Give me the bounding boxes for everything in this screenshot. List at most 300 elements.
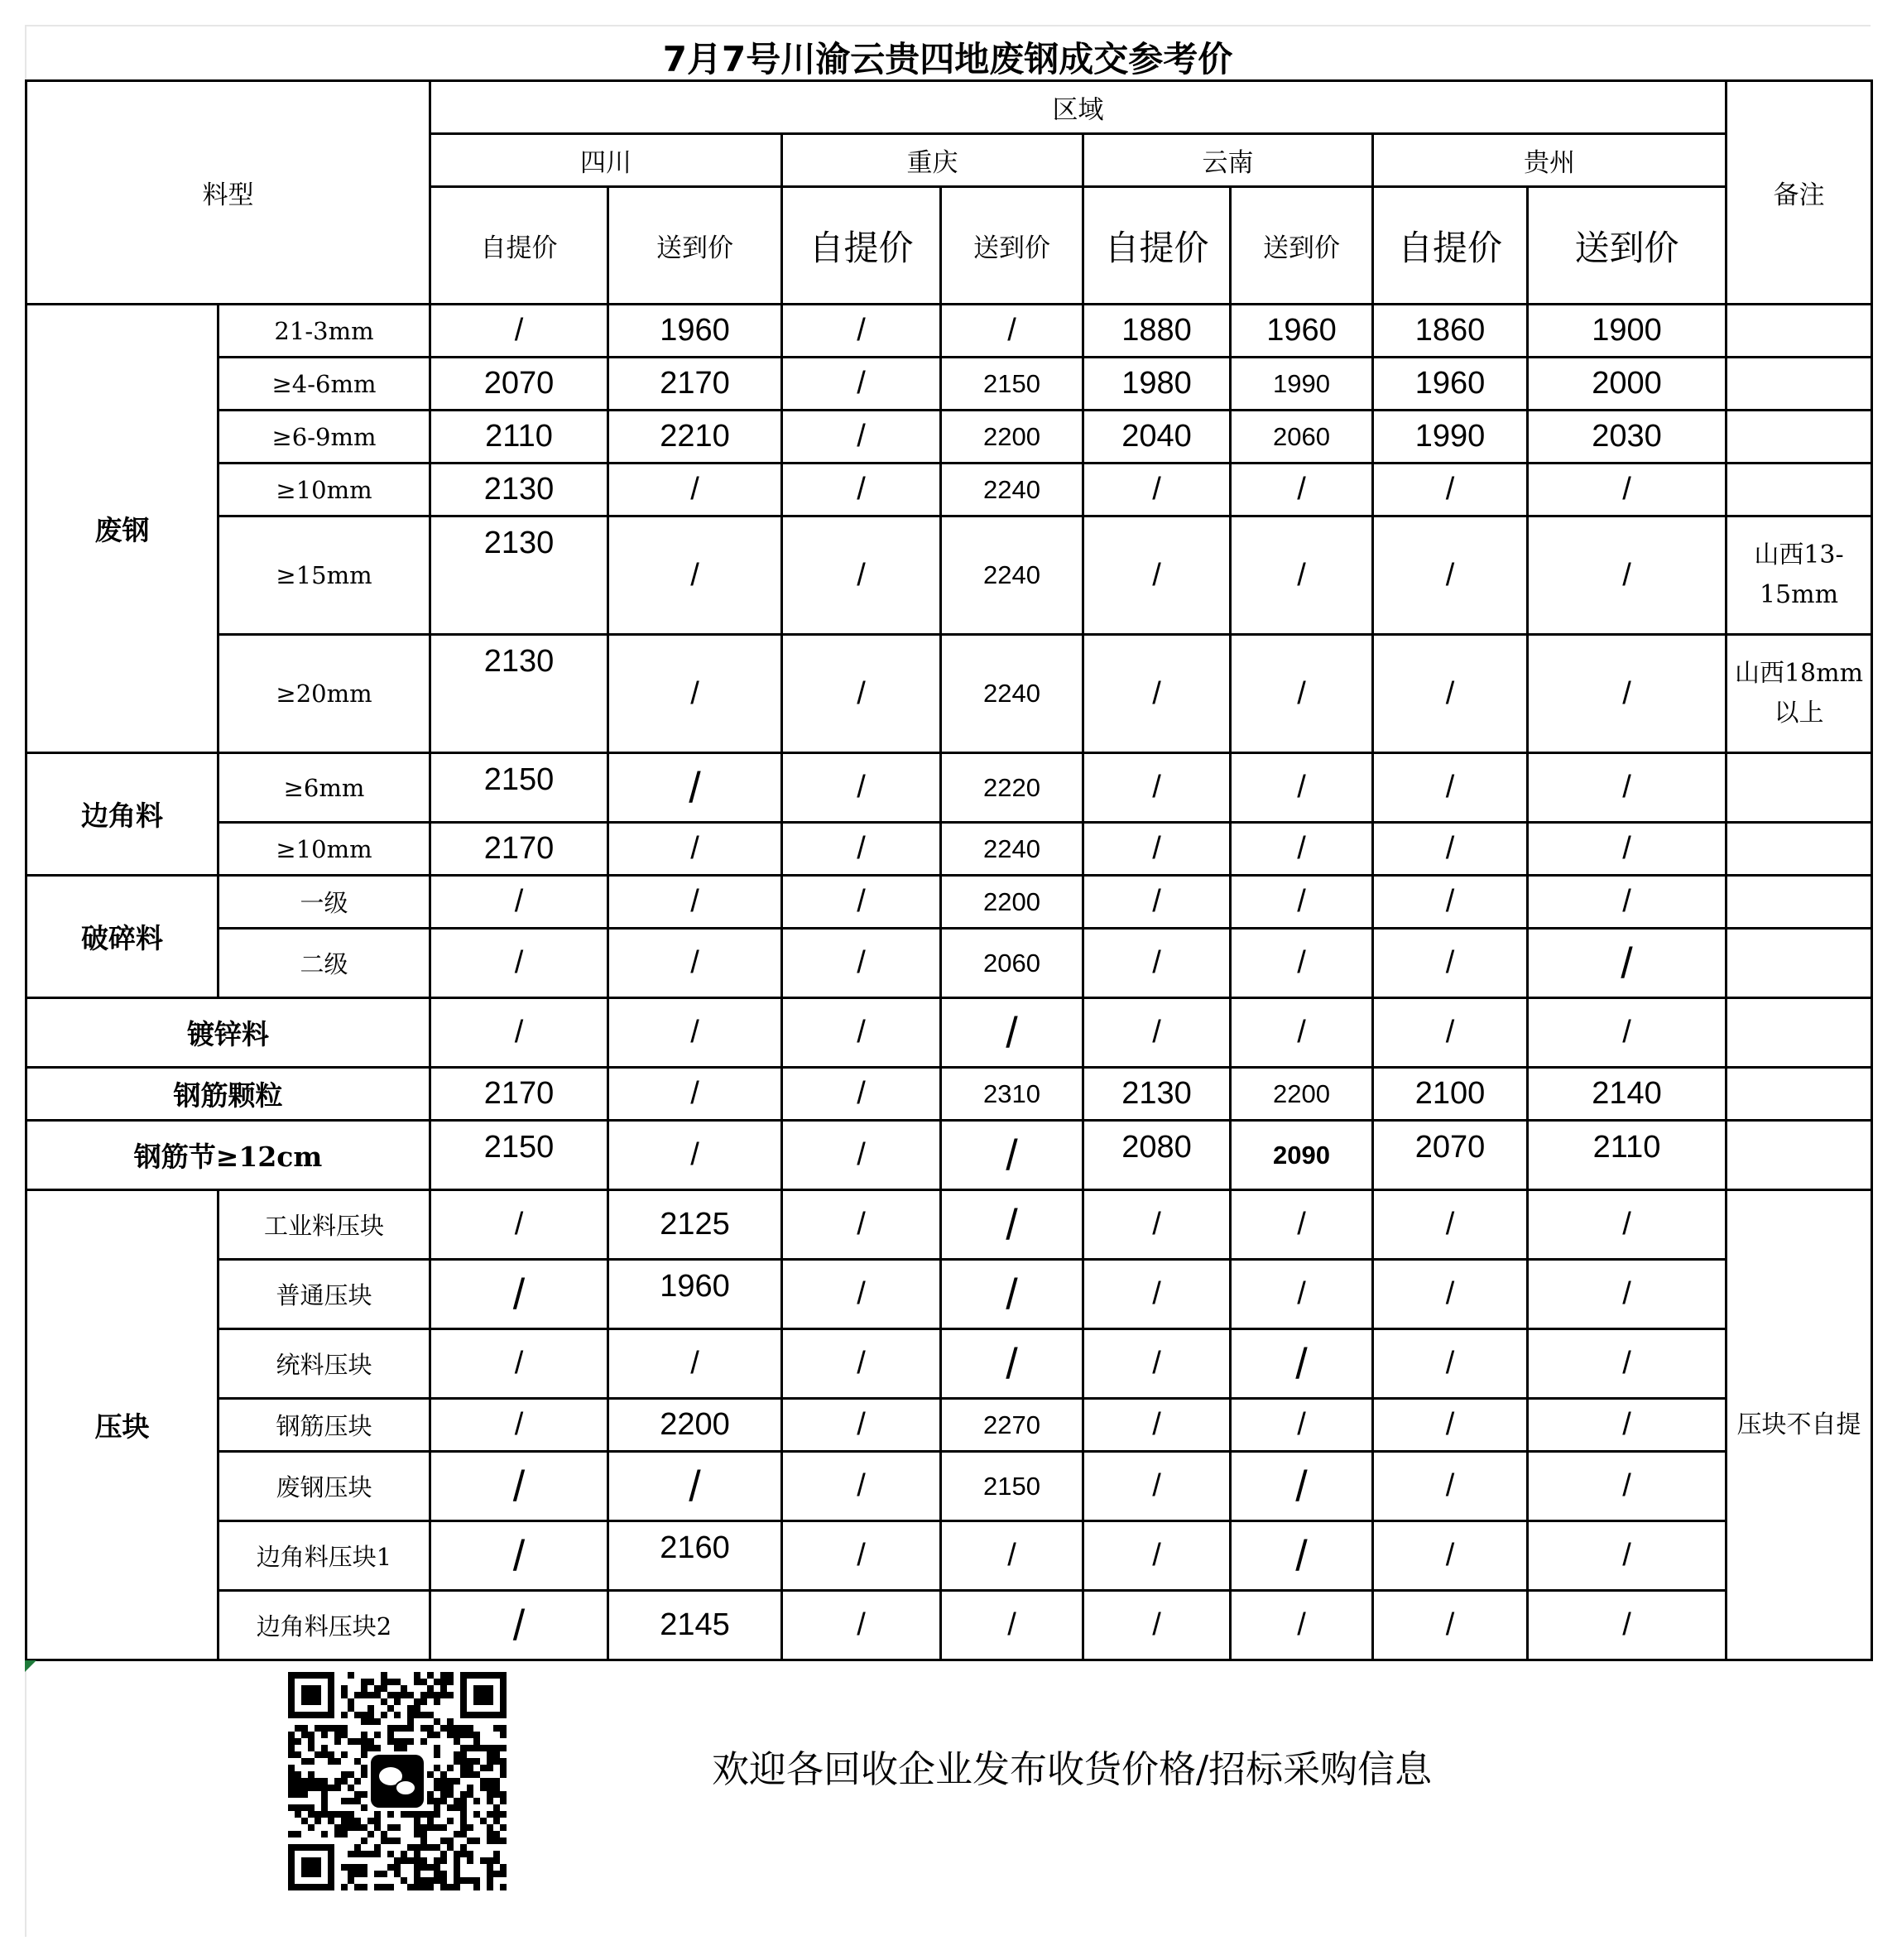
qr-module (381, 1685, 387, 1692)
sichuan-self-pickup-header: 自提价 (430, 187, 608, 305)
qr-module (341, 1864, 348, 1871)
qr-module (288, 1778, 295, 1785)
price-cell: 2160 (608, 1521, 782, 1591)
province-sichuan: 四川 (430, 134, 782, 187)
qr-module (328, 1751, 334, 1758)
qr-module (361, 1685, 367, 1692)
qr-module (361, 1679, 367, 1685)
remark-cell (1727, 876, 1872, 929)
category-rebar-sections: 钢筋节≥12cm (26, 1121, 430, 1190)
qr-module (394, 1712, 401, 1718)
qr-module (295, 1751, 301, 1758)
qr-module (361, 1738, 367, 1745)
price-cell: / (430, 929, 608, 998)
price-cell: 1990 (1231, 358, 1373, 411)
qr-module (440, 1725, 447, 1732)
qr-module (427, 1692, 434, 1698)
qr-module (308, 1745, 315, 1751)
price-cell: 2140 (1528, 1068, 1727, 1121)
qr-module (315, 1725, 321, 1732)
qr-module (440, 1851, 447, 1857)
qr-module (414, 1884, 420, 1890)
price-cell: 2150 (430, 753, 608, 823)
price-cell: / (1373, 1399, 1528, 1452)
qr-module (440, 1679, 447, 1685)
qr-module (407, 1692, 414, 1698)
qr-module (288, 1732, 295, 1738)
price-cell: / (608, 753, 782, 823)
price-cell: / (941, 305, 1083, 358)
qr-module (487, 1857, 493, 1864)
qr-module (295, 1831, 301, 1838)
qr-module (288, 1771, 295, 1778)
qr-module (394, 1838, 401, 1844)
price-cell: 2070 (430, 358, 608, 411)
price-cell: / (782, 516, 941, 635)
remark-cell: 山西18mm以上 (1727, 635, 1872, 753)
price-cell: / (608, 998, 782, 1068)
qr-module (440, 1692, 447, 1698)
price-cell: / (1083, 464, 1231, 516)
qr-module (374, 1745, 381, 1751)
qr-module (387, 1851, 394, 1857)
qr-module (454, 1884, 460, 1890)
qr-module (460, 1877, 467, 1884)
qr-module (407, 1718, 414, 1725)
material-type-header: 料型 (26, 81, 430, 305)
qr-module (295, 1804, 301, 1811)
qr-module (301, 1791, 308, 1798)
price-cell: / (430, 1190, 608, 1260)
qr-module (414, 1705, 420, 1712)
qr-module (367, 1745, 374, 1751)
remark-cell (1727, 305, 1872, 358)
price-cell: / (782, 1591, 941, 1660)
qr-module (308, 1785, 315, 1791)
qr-module (460, 1818, 467, 1824)
qr-module (500, 1798, 507, 1804)
price-cell: 1960 (1231, 305, 1373, 358)
price-cell: / (1373, 998, 1528, 1068)
qr-module (487, 1758, 493, 1765)
qr-module (460, 1765, 467, 1771)
qr-module (308, 1758, 315, 1765)
qr-module (321, 1732, 328, 1738)
price-cell: / (1231, 929, 1373, 998)
qr-module (500, 1884, 507, 1890)
qr-module (493, 1725, 500, 1732)
price-cell: / (430, 1521, 608, 1591)
price-cell: 1960 (1373, 358, 1528, 411)
qr-module (493, 1851, 500, 1857)
wechat-qr-code[interactable] (288, 1672, 507, 1890)
guizhou-delivered-header: 送到价 (1528, 187, 1727, 305)
qr-module (467, 1725, 473, 1732)
qr-module (394, 1725, 401, 1732)
price-cell: / (782, 876, 941, 929)
price-cell: / (1528, 823, 1727, 876)
category-briquettes: 压块 (26, 1190, 219, 1660)
price-cell: 2030 (1528, 411, 1727, 464)
qr-module (374, 1732, 381, 1738)
price-cell: / (430, 1452, 608, 1521)
qr-module (420, 1679, 427, 1685)
price-cell: / (1231, 1591, 1373, 1660)
qr-module (315, 1785, 321, 1791)
qr-module (434, 1745, 440, 1751)
category-shredded: 破碎料 (26, 876, 219, 998)
qr-module (414, 1698, 420, 1705)
price-cell: / (1231, 516, 1373, 635)
qr-module (328, 1818, 334, 1824)
price-cell: / (1083, 635, 1231, 753)
price-cell: / (1528, 516, 1727, 635)
qr-module (341, 1831, 348, 1838)
qr-module (387, 1732, 394, 1738)
qr-module (341, 1751, 348, 1758)
qr-module (401, 1857, 407, 1864)
wechat-bubble-small (396, 1780, 415, 1795)
qr-module (500, 1765, 507, 1771)
qr-module (427, 1672, 434, 1679)
price-cell: / (941, 1591, 1083, 1660)
qr-module (434, 1811, 440, 1818)
qr-module (420, 1877, 427, 1884)
qr-module (460, 1791, 467, 1798)
price-cell: / (1083, 1452, 1231, 1521)
qr-module (387, 1725, 394, 1732)
qr-module (361, 1838, 367, 1844)
qr-module (440, 1672, 447, 1679)
qr-module (487, 1745, 493, 1751)
remark-cell (1727, 464, 1872, 516)
qr-module (341, 1712, 348, 1718)
qr-module (361, 1692, 367, 1698)
chongqing-delivered-header: 送到价 (941, 187, 1083, 305)
qr-module (348, 1824, 354, 1831)
qr-module (348, 1818, 354, 1824)
price-cell: 2150 (941, 1452, 1083, 1521)
qr-module (487, 1785, 493, 1791)
qr-module (500, 1791, 507, 1798)
qr-module (334, 1732, 341, 1738)
qr-module (367, 1738, 374, 1745)
qr-module (288, 1745, 295, 1751)
price-cell: / (1083, 876, 1231, 929)
qr-module (480, 1818, 487, 1824)
qr-module (381, 1884, 387, 1890)
qr-module (354, 1692, 361, 1698)
qr-module (348, 1871, 354, 1877)
qr-module (348, 1785, 354, 1791)
province-guizhou: 贵州 (1373, 134, 1727, 187)
qr-module (381, 1712, 387, 1718)
qr-module (341, 1811, 348, 1818)
qr-module (447, 1838, 454, 1844)
price-cell: 2150 (941, 358, 1083, 411)
guizhou-self-pickup-header: 自提价 (1373, 187, 1528, 305)
price-cell: 2000 (1528, 358, 1727, 411)
qr-module (434, 1778, 440, 1785)
qr-module (361, 1851, 367, 1857)
qr-module (367, 1818, 374, 1824)
qr-module (354, 1798, 361, 1804)
price-cell: / (1231, 1260, 1373, 1329)
price-cell: 2070 (1373, 1121, 1528, 1190)
spec-label: 工业料压块 (219, 1190, 430, 1260)
qr-module (440, 1791, 447, 1798)
price-cell: / (1528, 1521, 1727, 1591)
price-cell: / (1083, 823, 1231, 876)
price-cell: / (608, 1121, 782, 1190)
spec-label: ≥20mm (219, 635, 430, 753)
province-yunnan: 云南 (1083, 134, 1373, 187)
price-cell: / (1083, 1399, 1231, 1452)
qr-module (454, 1857, 460, 1864)
qr-module (354, 1871, 361, 1877)
price-cell: / (1528, 635, 1727, 753)
qr-module (328, 1811, 334, 1818)
qr-module (473, 1884, 480, 1890)
price-cell: / (608, 929, 782, 998)
price-cell: 2200 (941, 876, 1083, 929)
price-cell: / (1528, 1329, 1727, 1399)
qr-module (427, 1811, 434, 1818)
qr-module (354, 1844, 361, 1851)
qr-module (361, 1804, 367, 1811)
qr-module (487, 1811, 493, 1818)
qr-module (487, 1877, 493, 1884)
qr-module (500, 1838, 507, 1844)
qr-module (434, 1692, 440, 1698)
price-cell: / (1231, 823, 1373, 876)
price-cell: 2080 (1083, 1121, 1231, 1190)
qr-module (295, 1811, 301, 1818)
qr-module (394, 1857, 401, 1864)
qr-module (420, 1824, 427, 1831)
spec-label: 一级 (219, 876, 430, 929)
qr-module (367, 1692, 374, 1698)
qr-module (447, 1732, 454, 1738)
qr-module (487, 1798, 493, 1804)
price-cell: / (1373, 929, 1528, 998)
qr-module (454, 1751, 460, 1758)
price-cell: / (782, 305, 941, 358)
qr-module (454, 1804, 460, 1811)
qr-module (473, 1758, 480, 1765)
qr-module (500, 1871, 507, 1877)
qr-module (354, 1712, 361, 1718)
qr-module (467, 1824, 473, 1831)
price-cell: 2170 (430, 1068, 608, 1121)
qr-module (487, 1831, 493, 1838)
qr-module (460, 1732, 467, 1738)
qr-module (414, 1851, 420, 1857)
qr-module (367, 1718, 374, 1725)
price-cell: / (1083, 929, 1231, 998)
qr-module (500, 1745, 507, 1751)
qr-module (394, 1864, 401, 1871)
spec-label: 二级 (219, 929, 430, 998)
qr-module (361, 1884, 367, 1890)
qr-module (367, 1831, 374, 1838)
category-offcuts: 边角料 (26, 753, 219, 876)
qr-module (374, 1851, 381, 1857)
qr-module (447, 1785, 454, 1791)
qr-module (328, 1725, 334, 1732)
qr-module (454, 1732, 460, 1738)
qr-module (414, 1844, 420, 1851)
qr-module (460, 1844, 467, 1851)
qr-module (381, 1672, 387, 1679)
qr-module (374, 1718, 381, 1725)
spec-label: 普通压块 (219, 1260, 430, 1329)
qr-module (381, 1679, 387, 1685)
qr-module (315, 1818, 321, 1824)
qr-module (387, 1864, 394, 1871)
qr-module (434, 1824, 440, 1831)
remark-cell (1727, 411, 1872, 464)
qr-module (295, 1778, 301, 1785)
qr-module (361, 1871, 367, 1877)
qr-module (334, 1785, 341, 1791)
price-cell: / (1083, 998, 1231, 1068)
qr-module (401, 1851, 407, 1857)
price-cell: / (1231, 998, 1373, 1068)
qr-module (354, 1884, 361, 1890)
qr-module (387, 1838, 394, 1844)
qr-module (321, 1831, 328, 1838)
price-cell: / (782, 1068, 941, 1121)
qr-module (440, 1877, 447, 1884)
qr-module (341, 1685, 348, 1692)
qr-module (414, 1672, 420, 1679)
qr-module (427, 1824, 434, 1831)
qr-module (493, 1818, 500, 1824)
qr-module (480, 1857, 487, 1864)
qr-module (361, 1765, 367, 1771)
price-cell: / (1528, 1190, 1727, 1260)
qr-module (387, 1884, 394, 1890)
spec-label: ≥15mm (219, 516, 430, 635)
qr-module (427, 1712, 434, 1718)
qr-module (387, 1824, 394, 1831)
qr-module (407, 1705, 414, 1712)
qr-module (295, 1771, 301, 1778)
qr-module (427, 1771, 434, 1778)
price-cell: / (1083, 1190, 1231, 1260)
qr-module (454, 1877, 460, 1884)
price-cell: 2310 (941, 1068, 1083, 1121)
qr-module (288, 1831, 295, 1838)
qr-module (447, 1778, 454, 1785)
page-title: 7月7号川渝云贵四地废钢成交参考价 (662, 39, 1233, 79)
price-cell: / (1373, 823, 1528, 876)
qr-module (414, 1864, 420, 1871)
qr-module (301, 1818, 308, 1824)
price-cell: / (941, 1329, 1083, 1399)
qr-module (420, 1864, 427, 1871)
qr-module (487, 1791, 493, 1798)
qr-module (440, 1871, 447, 1877)
price-cell: / (1083, 1591, 1231, 1660)
price-cell: 1980 (1083, 358, 1231, 411)
price-cell: / (608, 823, 782, 876)
price-cell: 1960 (608, 1260, 782, 1329)
qr-module (301, 1785, 308, 1791)
remark-cell (1727, 1068, 1872, 1121)
spec-label: ≥4-6mm (219, 358, 430, 411)
price-cell: / (1231, 1399, 1373, 1452)
remark-briquette-no-pickup: 压块不自提 (1727, 1190, 1872, 1660)
price-cell: 2220 (941, 753, 1083, 823)
qr-module (334, 1824, 341, 1831)
spec-label: 21-3mm (219, 305, 430, 358)
qr-module (420, 1838, 427, 1844)
qr-module (434, 1798, 440, 1804)
price-cell: 1860 (1373, 305, 1528, 358)
price-cell: / (941, 1121, 1083, 1190)
yunnan-delivered-header: 送到价 (1231, 187, 1373, 305)
qr-module (354, 1791, 361, 1798)
qr-module (361, 1745, 367, 1751)
qr-module (454, 1725, 460, 1732)
qr-module (374, 1811, 381, 1818)
price-cell: 2200 (941, 411, 1083, 464)
qr-module (487, 1778, 493, 1785)
remarks-header: 备注 (1727, 81, 1872, 305)
qr-module (381, 1698, 387, 1705)
qr-module (334, 1831, 341, 1838)
price-cell: / (782, 929, 941, 998)
qr-module (401, 1877, 407, 1884)
qr-module (427, 1877, 434, 1884)
price-cell: / (782, 1521, 941, 1591)
price-cell: 2110 (430, 411, 608, 464)
price-cell: / (782, 753, 941, 823)
qr-module (414, 1818, 420, 1824)
price-cell: 2110 (1528, 1121, 1727, 1190)
qr-module (467, 1851, 473, 1857)
spec-label: ≥10mm (219, 823, 430, 876)
qr-module (308, 1738, 315, 1745)
price-cell: 2125 (608, 1190, 782, 1260)
spec-label: ≥6-9mm (219, 411, 430, 464)
category-rebar-granules: 钢筋颗粒 (26, 1068, 430, 1121)
category-galvanized: 镀锌料 (26, 998, 430, 1068)
qr-module (295, 1738, 301, 1745)
qr-module (374, 1871, 381, 1877)
qr-module (434, 1864, 440, 1871)
price-cell: / (1373, 1260, 1528, 1329)
qr-module (308, 1804, 315, 1811)
qr-module (288, 1738, 295, 1745)
qr-module (348, 1851, 354, 1857)
qr-module (401, 1692, 407, 1698)
qr-module (493, 1751, 500, 1758)
qr-module (374, 1844, 381, 1851)
qr-module (434, 1877, 440, 1884)
qr-module (361, 1864, 367, 1871)
qr-module (394, 1738, 401, 1745)
spec-label: 边角料压块1 (219, 1521, 430, 1591)
qr-module (361, 1718, 367, 1725)
qr-module (420, 1811, 427, 1818)
qr-module (493, 1791, 500, 1798)
price-cell: / (1373, 516, 1528, 635)
price-cell: / (1231, 464, 1373, 516)
qr-module (341, 1725, 348, 1732)
